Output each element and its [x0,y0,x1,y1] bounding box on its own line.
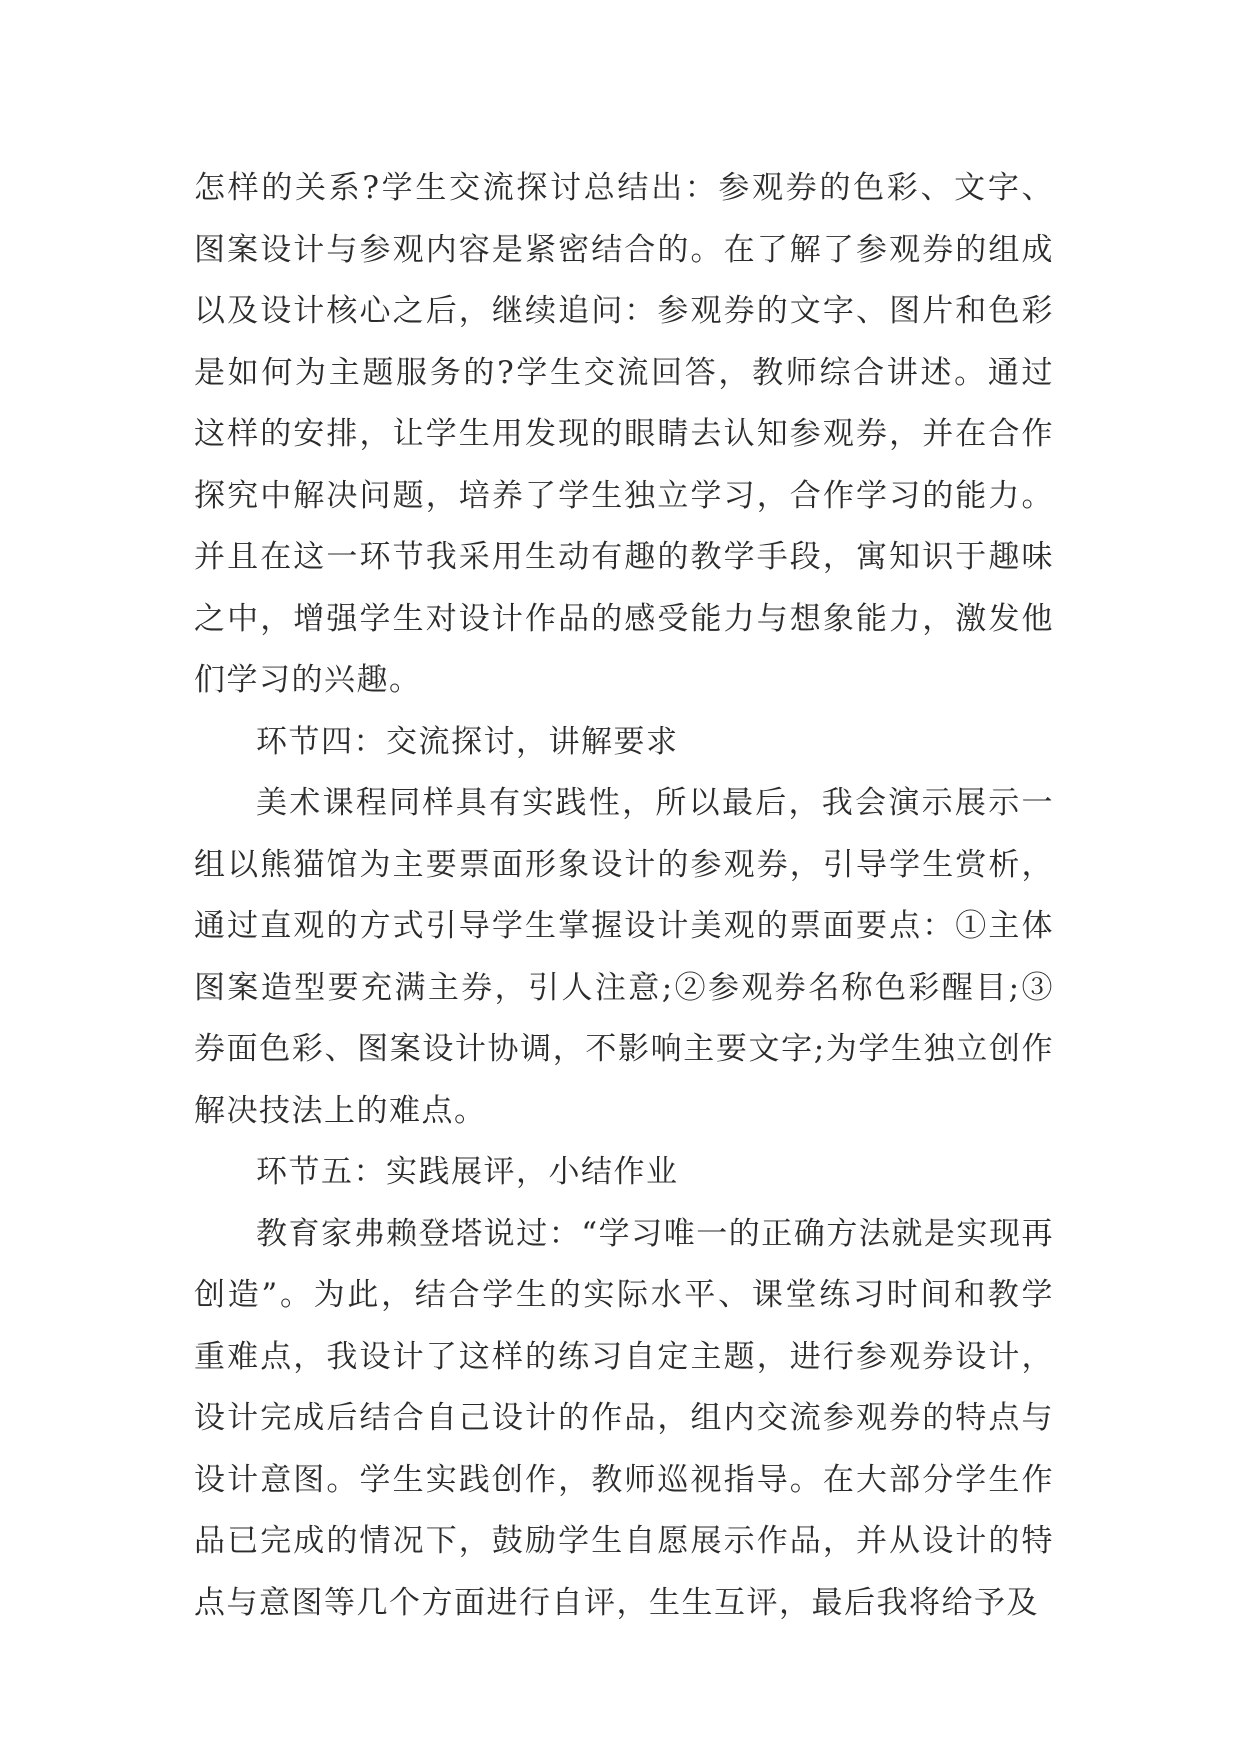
paragraph-section-5: 教育家弗赖登塔说过：“学习唯一的正确方法就是实现再创造”。为此，结合学生的实际水平、课堂练习时间和教学重难点，我设计了这样的练习自定主题，进行参观券设计，设计完成后结合自己设计的作品，组内交流参观券的特点与设计意图。学生实践创作，教师巡视指导。在大部分学生作品已完成的情况下，鼓励学生自愿展示作品，并从设计的特点与意图等几个方面进行自评，生生互评，最后我将给予及 [194,1215,1054,1621]
paragraph-continuation: 怎样的关系?学生交流探讨总结出：参观券的色彩、文字、图案设计与参观内容是紧密结合的。在了解了参观券的组成以及设计核心之后，继续追问：参观券的文字、图片和色彩是如何为主题服务的?学生交流回答，教师综合讲述。通过这样的安排，让学生用发现的眼睛去认知参观券，并在合作探究中解决问题，培养了学生独立学习，合作学习的能力。并且在这一环节我采用生动有趣的教学手段，寓知识于趣味之中，增强学生对设计作品的感受能力与想象能力，激发他们学习的兴趣。 [194,170,1054,698]
paragraph-section-4: 美术课程同样具有实践性，所以最后，我会演示展示一组以熊猫馆为主要票面形象设计的参观券，引导学生赏析，通过直观的方式引导学生掌握设计美观的票面要点：①主体图案造型要充满主券，引人注意;②参观券名称色彩醒目;③券面色彩、图案设计协调，不影响主要文字;为学生独立创作解决技法上的难点。 [194,785,1054,1129]
document-body [194,158,1054,1634]
section-heading-5: 环节五：实践展评，小结作业 [256,1154,679,1190]
section-heading-4: 环节四：交流探讨，讲解要求 [256,723,679,760]
